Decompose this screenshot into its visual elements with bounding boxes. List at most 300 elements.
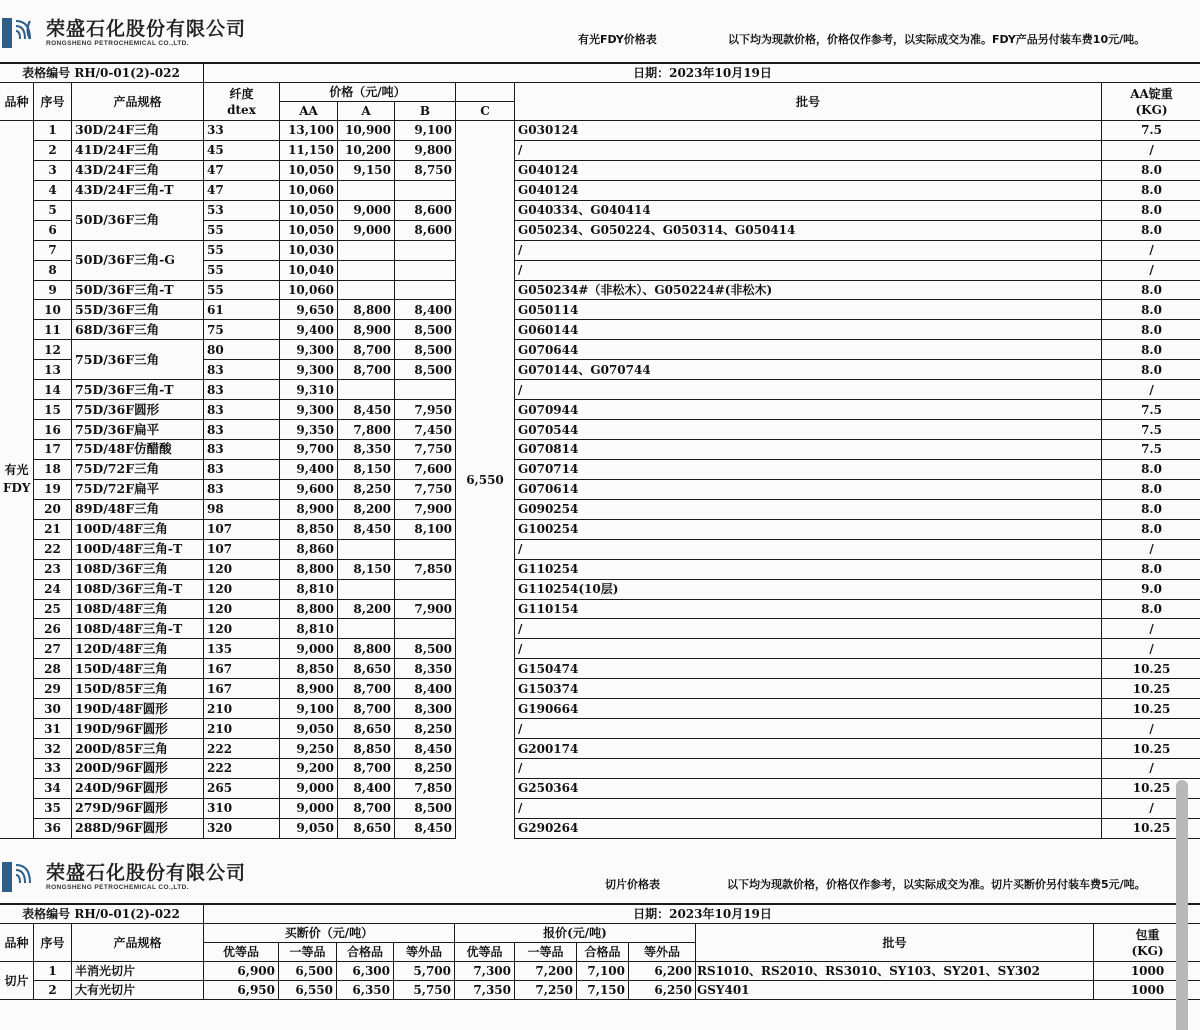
lot-cell: G060144 <box>515 320 1102 340</box>
price-b4-cell: 5,700 <box>394 962 455 981</box>
price-q1-cell: 7,300 <box>455 962 515 981</box>
spec-cell: 半消光切片 <box>72 962 204 981</box>
dtex-cell: 33 <box>204 121 280 141</box>
header-buyout-group: 买断价（元/吨） <box>204 924 455 943</box>
lot-cell: G070144、G070744 <box>515 360 1102 380</box>
seq-cell: 32 <box>34 739 72 759</box>
table-row <box>0 639 1200 659</box>
weight-cell: 10.25 <box>1102 818 1200 838</box>
header-fineness-unit: dtex <box>227 102 256 117</box>
seq-cell: 1 <box>34 962 72 981</box>
fdy-table-body <box>0 121 1200 839</box>
seq-cell: 6 <box>34 220 72 240</box>
dtex-cell: 167 <box>204 679 280 699</box>
price-b-cell <box>395 260 456 280</box>
spec-cell: 190D/48F圆形 <box>72 699 204 719</box>
fdy-header-row-1 <box>0 83 1200 102</box>
price-b-cell: 8,600 <box>395 220 456 240</box>
seq-cell: 21 <box>34 519 72 539</box>
chips-header-row-1 <box>0 924 1200 943</box>
weight-cell: / <box>1102 260 1200 280</box>
header-weight-unit: (KG) <box>1135 102 1168 117</box>
price-aa-cell: 13,100 <box>280 121 338 141</box>
price-b-cell: 8,500 <box>395 360 456 380</box>
weight-cell: 10.25 <box>1102 778 1200 798</box>
price-a-cell <box>338 539 395 559</box>
weight-cell: / <box>1102 380 1200 400</box>
price-aa-cell: 8,860 <box>280 539 338 559</box>
seq-cell: 26 <box>34 619 72 639</box>
variety-label: 有光 <box>4 463 29 478</box>
price-q3-cell: 7,100 <box>577 962 629 981</box>
price-b-cell: 8,250 <box>395 719 456 739</box>
form-number: 表格编号 RH/0-01(2)-022 <box>0 64 204 83</box>
company-name-cn: 荣盛石化股份有限公司 <box>46 861 247 884</box>
fdy-price-table <box>0 63 1200 839</box>
header-spec: 产品规格 <box>72 83 204 121</box>
price-q2-cell: 7,250 <box>515 981 577 1000</box>
dtex-cell: 55 <box>204 240 280 260</box>
seq-cell: 17 <box>34 440 72 460</box>
price-a-cell: 8,900 <box>338 320 395 340</box>
table-row <box>0 778 1200 798</box>
lot-cell: G070614 <box>515 479 1102 499</box>
weight-cell: 8.0 <box>1102 340 1200 360</box>
seq-cell: 2 <box>34 140 72 160</box>
price-q4-cell: 6,250 <box>629 981 696 1000</box>
seq-cell: 22 <box>34 539 72 559</box>
price-a-cell: 8,350 <box>338 440 395 460</box>
price-b-cell <box>395 180 456 200</box>
chips-info-row <box>0 905 1200 924</box>
table-row <box>0 559 1200 579</box>
price-b-cell: 7,600 <box>395 459 456 479</box>
header-quote-g4: 等外品 <box>629 943 696 962</box>
header-quote-g2: 一等品 <box>515 943 577 962</box>
company-name-cn: 荣盛石化股份有限公司 <box>46 17 247 40</box>
seq-cell: 9 <box>34 280 72 300</box>
fdy-info-row <box>0 64 1200 83</box>
logo-mark-icon <box>2 18 12 48</box>
price-b2-cell: 6,500 <box>279 962 337 981</box>
table-row <box>0 121 1200 141</box>
price-a-cell <box>338 380 395 400</box>
weight-cell: 8.0 <box>1102 360 1200 380</box>
table-row <box>0 519 1200 539</box>
lot-cell: G150474 <box>515 659 1102 679</box>
price-a-cell <box>338 240 395 260</box>
price-aa-cell: 10,050 <box>280 220 338 240</box>
lot-cell: G110254(10层) <box>515 579 1102 599</box>
company-name-en: RONGSHENG PETROCHEMICAL CO.,LTD. <box>46 39 189 47</box>
table-row <box>0 619 1200 639</box>
seq-cell: 1 <box>34 121 72 141</box>
price-b-cell: 8,600 <box>395 200 456 220</box>
header-fineness-label: 纤度 <box>229 86 254 101</box>
logo-text <box>46 863 246 892</box>
price-b-cell: 7,750 <box>395 479 456 499</box>
price-a-cell: 8,650 <box>338 719 395 739</box>
seq-cell: 2 <box>34 981 72 1000</box>
weight-cell: 10.25 <box>1102 739 1200 759</box>
price-aa-cell: 9,250 <box>280 739 338 759</box>
lot-cell: / <box>515 260 1102 280</box>
dtex-cell: 45 <box>204 140 280 160</box>
weight-cell: 1000 <box>1094 962 1200 981</box>
price-b-cell: 7,450 <box>395 420 456 440</box>
price-b-cell: 8,500 <box>395 340 456 360</box>
header-fineness <box>204 83 280 121</box>
seq-cell: 4 <box>34 180 72 200</box>
lot-cell: G050114 <box>515 300 1102 320</box>
price-aa-cell: 8,850 <box>280 659 338 679</box>
price-b3-cell: 6,300 <box>337 962 394 981</box>
dtex-cell: 98 <box>204 499 280 519</box>
price-b-cell: 8,300 <box>395 699 456 719</box>
price-a-cell: 8,700 <box>338 340 395 360</box>
price-b-cell <box>395 619 456 639</box>
price-aa-cell: 9,400 <box>280 320 338 340</box>
dtex-cell: 83 <box>204 459 280 479</box>
header-grade-a: A <box>338 102 395 121</box>
header-spec: 产品规格 <box>72 924 204 962</box>
table-row <box>0 459 1200 479</box>
price-b-cell: 7,950 <box>395 400 456 420</box>
header-weight-unit: (KG) <box>1131 943 1164 958</box>
table-row <box>0 180 1200 200</box>
header-seq: 序号 <box>34 83 72 121</box>
spec-cell: 75D/72F三角 <box>72 459 204 479</box>
spec-cell: 200D/85F三角 <box>72 739 204 759</box>
weight-cell: 8.0 <box>1102 519 1200 539</box>
spec-cell: 190D/96F圆形 <box>72 719 204 739</box>
dtex-cell: 83 <box>204 380 280 400</box>
spec-cell: 50D/36F三角-G <box>72 240 204 280</box>
lot-cell: G200174 <box>515 739 1102 759</box>
seq-cell: 35 <box>34 798 72 818</box>
lot-cell: / <box>515 240 1102 260</box>
price-aa-cell: 10,030 <box>280 240 338 260</box>
table-row <box>0 320 1200 340</box>
price-b-cell: 9,800 <box>395 140 456 160</box>
table-row <box>0 699 1200 719</box>
price-aa-cell: 8,850 <box>280 519 338 539</box>
spec-cell: 100D/48F三角 <box>72 519 204 539</box>
price-b-cell: 8,450 <box>395 818 456 838</box>
price-b-cell: 7,900 <box>395 499 456 519</box>
lot-cell: G070644 <box>515 340 1102 360</box>
price-a-cell: 9,000 <box>338 200 395 220</box>
seq-cell: 7 <box>34 240 72 260</box>
dtex-cell: 222 <box>204 739 280 759</box>
lot-cell: G040334、G040414 <box>515 200 1102 220</box>
lot-cell: G070544 <box>515 420 1102 440</box>
variety-cell <box>0 121 34 839</box>
table-row <box>0 400 1200 420</box>
dtex-cell: 222 <box>204 759 280 779</box>
dtex-cell: 120 <box>204 559 280 579</box>
table-row <box>0 499 1200 519</box>
price-b-cell: 8,400 <box>395 300 456 320</box>
price-aa-cell: 10,050 <box>280 160 338 180</box>
price-b-cell: 8,750 <box>395 160 456 180</box>
seq-cell: 27 <box>34 639 72 659</box>
price-aa-cell: 9,300 <box>280 360 338 380</box>
seq-cell: 30 <box>34 699 72 719</box>
chips-sheet-title: 切片价格表 <box>605 878 660 891</box>
price-a-cell: 8,700 <box>338 699 395 719</box>
table-row <box>0 440 1200 460</box>
header-grade-c: C <box>456 102 515 121</box>
price-b-cell: 7,850 <box>395 778 456 798</box>
price-aa-cell: 8,900 <box>280 679 338 699</box>
weight-cell: / <box>1102 639 1200 659</box>
dtex-cell: 53 <box>204 200 280 220</box>
dtex-cell: 55 <box>204 280 280 300</box>
price-q3-cell: 7,150 <box>577 981 629 1000</box>
price-b-cell <box>395 539 456 559</box>
dtex-cell: 55 <box>204 220 280 240</box>
table-row <box>0 599 1200 619</box>
seq-cell: 13 <box>34 360 72 380</box>
price-aa-cell: 9,050 <box>280 719 338 739</box>
seq-cell: 5 <box>34 200 72 220</box>
price-q4-cell: 6,200 <box>629 962 696 981</box>
seq-cell: 11 <box>34 320 72 340</box>
dtex-cell: 83 <box>204 400 280 420</box>
spec-cell: 50D/36F三角 <box>72 200 204 240</box>
header-weight-label: AA锭重 <box>1130 86 1173 101</box>
price-aa-cell: 9,200 <box>280 759 338 779</box>
dtex-cell: 310 <box>204 798 280 818</box>
table-row <box>0 679 1200 699</box>
variety-label-2: FDY <box>3 481 31 496</box>
seq-cell: 23 <box>34 559 72 579</box>
weight-cell: / <box>1102 619 1200 639</box>
spec-cell: 200D/96F圆形 <box>72 759 204 779</box>
price-b-cell: 8,350 <box>395 659 456 679</box>
header-lot: 批号 <box>515 83 1102 121</box>
lot-cell: / <box>515 759 1102 779</box>
spec-cell: 150D/48F三角 <box>72 659 204 679</box>
table-row <box>0 579 1200 599</box>
table-row <box>0 659 1200 679</box>
lot-cell: G250364 <box>515 778 1102 798</box>
seq-cell: 33 <box>34 759 72 779</box>
dtex-cell: 210 <box>204 699 280 719</box>
lot-cell: / <box>515 619 1102 639</box>
dtex-cell: 83 <box>204 360 280 380</box>
dtex-cell: 55 <box>204 260 280 280</box>
variety-cell: 切片 <box>0 962 34 1000</box>
weight-cell: 8.0 <box>1102 220 1200 240</box>
spec-cell: 240D/96F圆形 <box>72 778 204 798</box>
seq-cell: 15 <box>34 400 72 420</box>
price-a-cell: 8,800 <box>338 639 395 659</box>
spec-cell: 大有光切片 <box>72 981 204 1000</box>
dtex-cell: 120 <box>204 599 280 619</box>
table-row <box>0 479 1200 499</box>
price-b4-cell: 5,750 <box>394 981 455 1000</box>
table-row <box>0 340 1200 360</box>
header-lot: 批号 <box>696 924 1094 962</box>
dtex-cell: 61 <box>204 300 280 320</box>
spec-cell: 41D/24F三角 <box>72 140 204 160</box>
spec-cell: 68D/36F三角 <box>72 320 204 340</box>
table-row <box>0 420 1200 440</box>
weight-cell: 9.0 <box>1102 579 1200 599</box>
chips-table-body <box>0 962 1200 1000</box>
seq-cell: 12 <box>34 340 72 360</box>
spec-cell: 108D/36F三角 <box>72 559 204 579</box>
lot-cell: G040124 <box>515 160 1102 180</box>
dtex-cell: 135 <box>204 639 280 659</box>
price-aa-cell: 9,000 <box>280 639 338 659</box>
weight-cell: 10.25 <box>1102 659 1200 679</box>
weight-cell: / <box>1102 539 1200 559</box>
price-aa-cell: 8,800 <box>280 599 338 619</box>
dtex-cell: 210 <box>204 719 280 739</box>
price-b-cell: 9,100 <box>395 121 456 141</box>
table-row <box>0 140 1200 160</box>
table-row <box>0 200 1200 220</box>
price-a-cell <box>338 280 395 300</box>
spec-cell: 288D/96F圆形 <box>72 818 204 838</box>
seq-cell: 3 <box>34 160 72 180</box>
dtex-cell: 47 <box>204 180 280 200</box>
fdy-sheet-title: 有光FDY价格表 <box>578 33 657 46</box>
lot-cell: / <box>515 639 1102 659</box>
price-b-cell: 7,850 <box>395 559 456 579</box>
price-b-cell: 8,400 <box>395 679 456 699</box>
spec-cell: 108D/36F三角-T <box>72 579 204 599</box>
price-a-cell: 8,150 <box>338 459 395 479</box>
price-b3-cell: 6,350 <box>337 981 394 1000</box>
price-a-cell: 10,900 <box>338 121 395 141</box>
table-row <box>0 981 1200 1000</box>
table-row <box>0 380 1200 400</box>
table-row <box>0 539 1200 559</box>
lot-cell: G030124 <box>515 121 1102 141</box>
seq-cell: 8 <box>34 260 72 280</box>
header-quote-g1: 优等品 <box>455 943 515 962</box>
weight-cell: 7.5 <box>1102 440 1200 460</box>
seq-cell: 24 <box>34 579 72 599</box>
table-row <box>0 719 1200 739</box>
table-row <box>0 280 1200 300</box>
price-aa-cell: 10,060 <box>280 180 338 200</box>
price-c-cell: 6,550 <box>456 121 515 839</box>
lot-cell: RS1010、RS2010、RS3010、SY103、SY201、SY302 <box>696 962 1094 981</box>
dtex-cell: 80 <box>204 340 280 360</box>
price-aa-cell: 9,300 <box>280 340 338 360</box>
price-a-cell: 8,150 <box>338 559 395 579</box>
weight-cell: 8.0 <box>1102 180 1200 200</box>
seq-cell: 34 <box>34 778 72 798</box>
price-aa-cell: 11,150 <box>280 140 338 160</box>
dtex-cell: 83 <box>204 440 280 460</box>
price-a-cell <box>338 579 395 599</box>
seq-cell: 14 <box>34 380 72 400</box>
price-b-cell <box>395 240 456 260</box>
weight-cell: 8.0 <box>1102 320 1200 340</box>
lot-cell: G290264 <box>515 818 1102 838</box>
price-a-cell: 8,450 <box>338 400 395 420</box>
weight-cell: / <box>1102 759 1200 779</box>
price-b-cell: 8,500 <box>395 798 456 818</box>
weight-cell: 8.0 <box>1102 160 1200 180</box>
seq-cell: 25 <box>34 599 72 619</box>
price-aa-cell: 9,310 <box>280 380 338 400</box>
lot-cell: G090254 <box>515 499 1102 519</box>
dtex-cell: 120 <box>204 619 280 639</box>
weight-cell: / <box>1102 140 1200 160</box>
header-grade-aa: AA <box>280 102 338 121</box>
spec-cell: 108D/48F三角-T <box>72 619 204 639</box>
form-date: 日期：2023年10月19日 <box>204 905 1200 924</box>
form-number: 表格编号 RH/0-01(2)-022 <box>0 905 204 924</box>
weight-cell: / <box>1102 798 1200 818</box>
price-a-cell: 9,000 <box>338 220 395 240</box>
spec-cell: 120D/48F三角 <box>72 639 204 659</box>
price-b2-cell: 6,550 <box>279 981 337 1000</box>
price-aa-cell: 9,600 <box>280 479 338 499</box>
lot-cell: / <box>515 380 1102 400</box>
header-weight-label: 包重 <box>1135 927 1160 942</box>
lot-cell: / <box>515 798 1102 818</box>
lot-cell: / <box>515 719 1102 739</box>
seq-cell: 36 <box>34 818 72 838</box>
price-aa-cell: 9,350 <box>280 420 338 440</box>
price-aa-cell: 9,000 <box>280 798 338 818</box>
spec-cell: 75D/36F圆形 <box>72 400 204 420</box>
dtex-cell: 75 <box>204 320 280 340</box>
lot-cell: G070714 <box>515 459 1102 479</box>
dtex-cell: 47 <box>204 160 280 180</box>
price-a-cell: 8,650 <box>338 818 395 838</box>
price-a-cell: 8,700 <box>338 679 395 699</box>
seq-cell: 18 <box>34 459 72 479</box>
price-a-cell: 7,800 <box>338 420 395 440</box>
weight-cell: 8.0 <box>1102 300 1200 320</box>
spec-cell: 150D/85F三角 <box>72 679 204 699</box>
chips-price-table <box>0 904 1200 1000</box>
lot-cell: G150374 <box>515 679 1102 699</box>
header-quote-group: 报价(元/吨) <box>455 924 696 943</box>
price-b-cell: 7,900 <box>395 599 456 619</box>
price-b-cell: 7,750 <box>395 440 456 460</box>
price-aa-cell: 9,650 <box>280 300 338 320</box>
company-name-en: RONGSHENG PETROCHEMICAL CO.,LTD. <box>46 883 189 891</box>
price-aa-cell: 8,810 <box>280 579 338 599</box>
spec-cell: 75D/72F扁平 <box>72 479 204 499</box>
vertical-scrollbar[interactable] <box>1176 780 1188 1030</box>
price-a-cell: 8,700 <box>338 759 395 779</box>
lot-cell: / <box>515 140 1102 160</box>
price-aa-cell: 10,040 <box>280 260 338 280</box>
price-aa-cell: 9,000 <box>280 778 338 798</box>
seq-cell: 16 <box>34 420 72 440</box>
spec-cell: 75D/36F三角 <box>72 340 204 380</box>
table-row <box>0 240 1200 260</box>
weight-cell: 8.0 <box>1102 459 1200 479</box>
price-a-cell: 8,650 <box>338 659 395 679</box>
price-b1-cell: 6,900 <box>204 962 279 981</box>
price-a-cell: 8,450 <box>338 519 395 539</box>
weight-cell: 10.25 <box>1102 699 1200 719</box>
price-b-cell: 8,500 <box>395 320 456 340</box>
weight-cell: 8.0 <box>1102 280 1200 300</box>
